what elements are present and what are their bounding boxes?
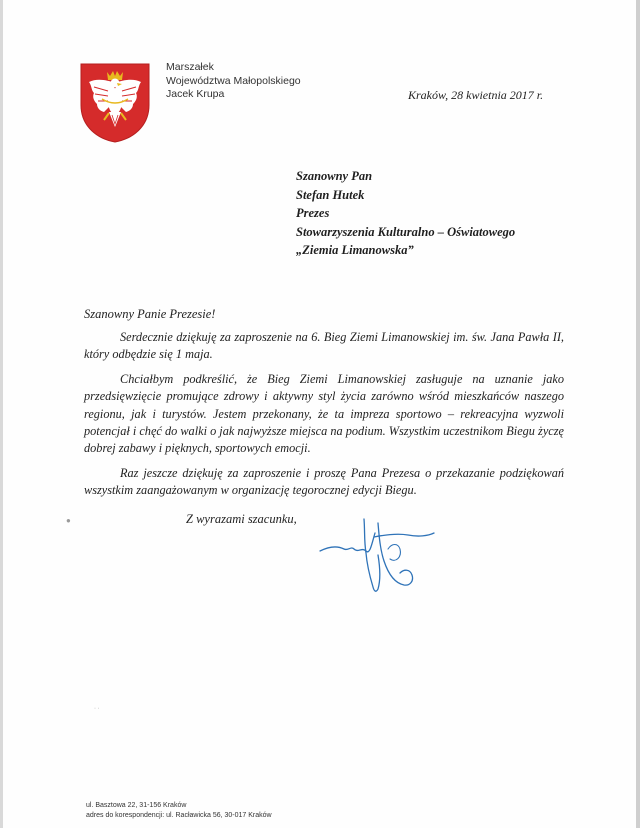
sender-office: Województwa Małopolskiego [166,74,301,87]
scan-edge-right [636,0,640,828]
recipient-organization-name: „Ziemia Limanowska” [296,243,414,257]
footer-address [86,801,272,821]
letter-body [84,329,564,507]
signature-image [318,513,438,595]
scan-edge-left [0,0,3,828]
paragraph-2: Chciałbym podkreślić, że Bieg Ziemi Limanowskiej zasługuje na uznanie jako przedsięwzięcie promujące zdrowy i aktywny styl życia zarówno wśród mieszkańców naszego regionu, jak i turystów. Jestem przekonany, że ta impreza sportowo – rekreacyjna wyzwoli potencjał i chęć do walki o jak najwyższe miejsca na podium. Wszystkim uczestnikom Biegu życzę dobrej zabawy i pięknych, sportowych emocji. [84,371,564,456]
coat-of-arms-icon [80,63,150,143]
sender-name: Jacek Krupa [166,88,225,100]
sender-title: Marszałek [166,61,214,73]
scan-speck: ● [66,516,71,525]
recipient-block [296,167,515,260]
sender-office-block [166,61,301,102]
footer-address-line-1: ul. Basztowa 22, 31-156 Kraków [86,802,187,809]
scan-speck: · · [94,706,100,712]
recipient-organization: Stowarzyszenia Kulturalno – Oświatowego [296,224,516,239]
recipient-name: Stefan Hutek [296,187,365,202]
paragraph-3: Raz jeszcze dziękuję za zaproszenie i proszę Pana Prezesa o przekazanie podziękowań wszystkim zaangażowanym w organizację tegorocznej edycji Biegu. [84,465,564,498]
footer-address-line-2: adres do korespondencji: ul. Racławicka 56, 30-017 Kraków [86,812,272,819]
closing-phrase: Z wyrazami szacunku, [186,512,297,526]
recipient-greeting: Szanowny Pan [296,169,373,183]
paragraph-1: Serdecznie dziękuję za zaproszenie na 6. Bieg Ziemi Limanowskiej im. św. Jana Pawła II, który odbędzie się 1 maja. [84,330,564,362]
letter-date: Kraków, 28 kwietnia 2017 r. [408,88,544,102]
recipient-position: Prezes [296,206,330,220]
salutation: Szanowny Panie Prezesie! [84,307,216,321]
